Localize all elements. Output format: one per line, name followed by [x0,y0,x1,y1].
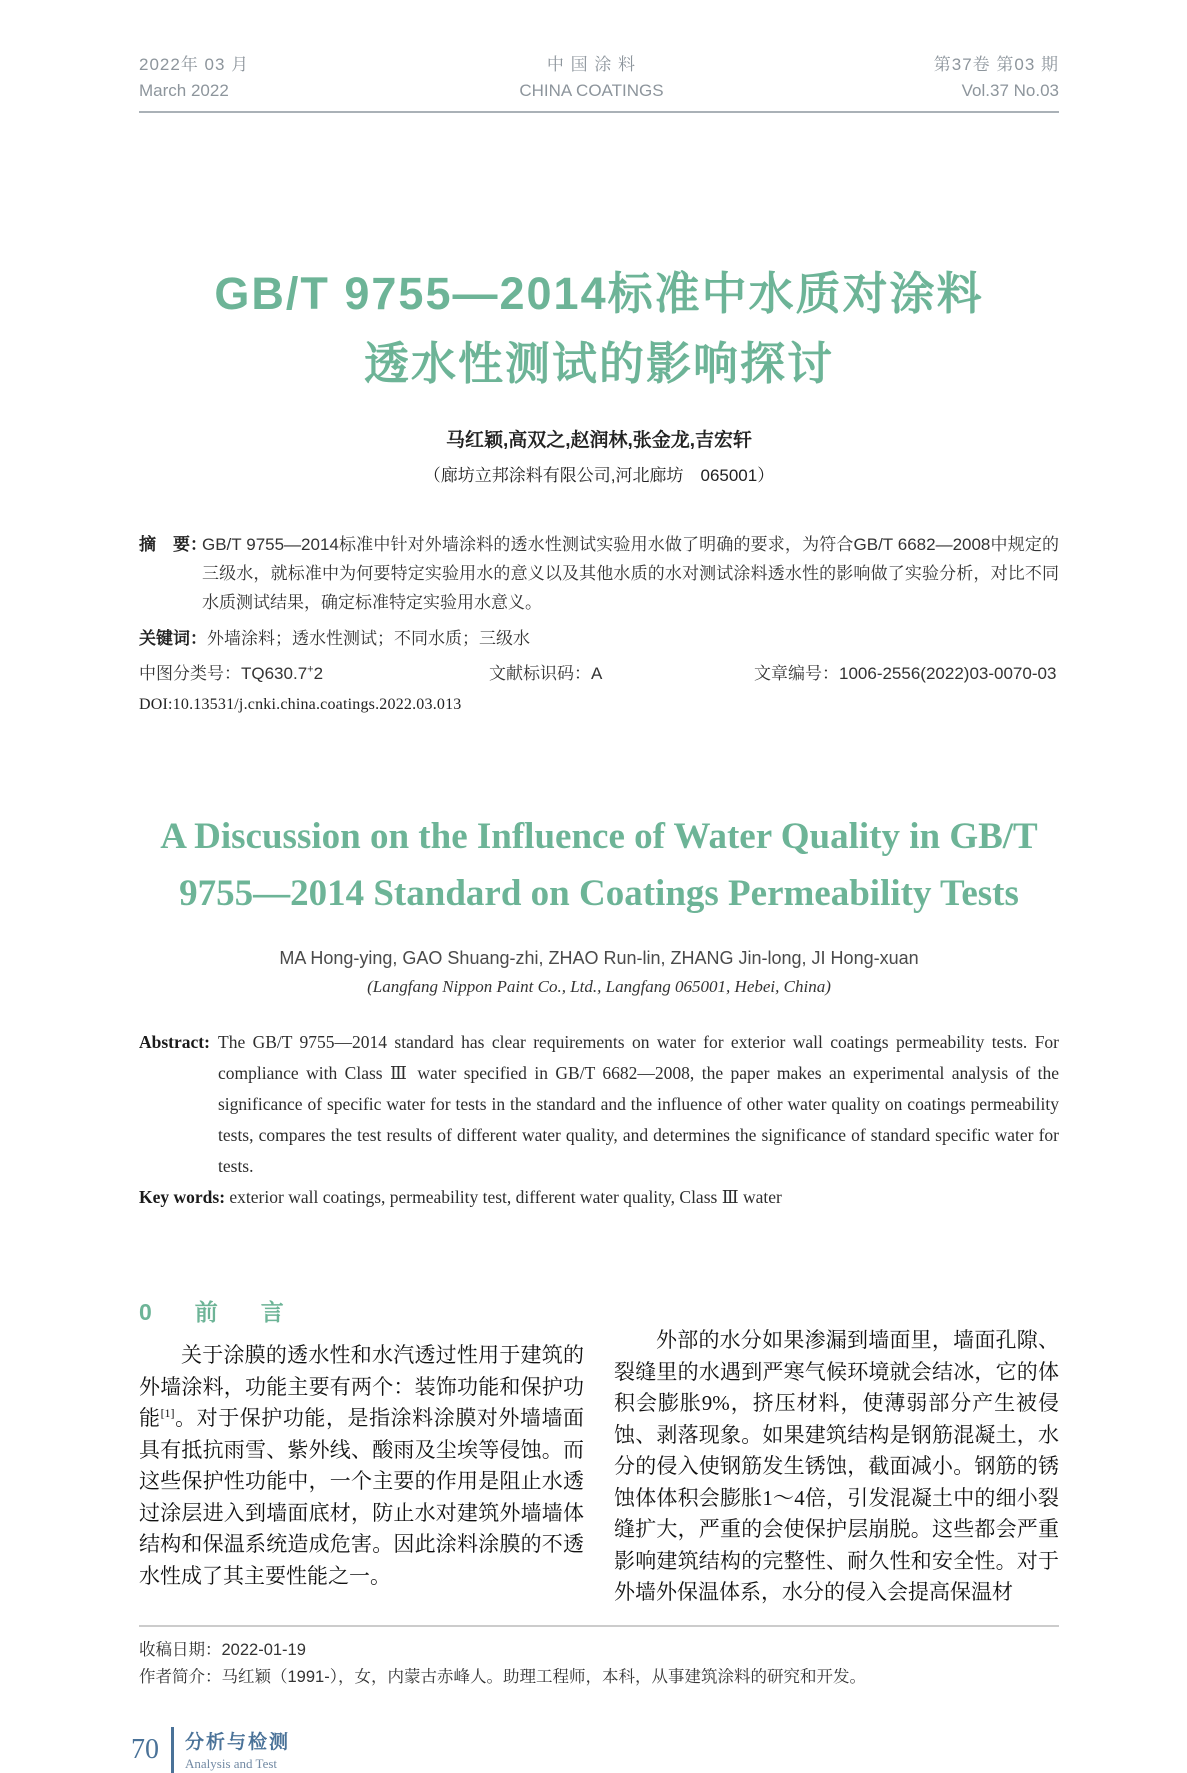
page-footer [131,1727,1059,1773]
authors-cn: 马红颖,高双之,赵润林,张金龙,吉宏轩 [445,430,753,451]
article-id-value: 1006-2556(2022)03-0070-03 [839,664,1057,683]
intro-left-text-2: 。对于保护功能，是指涂料涂膜对外墙墙面具有抵抗雨雪、紫外线、酸雨及尘埃等侵蚀。而这些保护性功能中，一个主要的作用是阻止水透过涂层进入到墙面底材，防止水对建筑外墙墙体结构和保温系统造成危害。因此涂料涂膜的不透水性成了其主要性能之一。 [139,1406,585,1588]
body-columns [139,1294,1059,1609]
page-number: 70 [131,1733,159,1765]
header-issue [934,52,1059,104]
authors-en: MA Hong-ying, GAO Shuang-zhi, ZHAO Run-lin, ZHANG Jin-long, JI Hong-xuan [279,948,919,968]
footnote-received-date: 2022-01-19 [221,1640,306,1659]
keywords-cn [139,624,1059,649]
footnote-block [139,1625,1059,1691]
article-title-en-line1: A Discussion on the Influence of Water Quality in GB/T [160,816,1038,857]
footer-section [185,1727,290,1772]
document-code [489,659,754,684]
document-code-value: A [591,664,603,683]
abstract-en-label: Abstract: [139,1032,210,1052]
header-journal-cn: 中 国 涂 料 [546,55,637,74]
body-column-right [614,1294,1059,1609]
abstract-cn-label: 摘 要： [139,535,207,554]
article-id [754,659,1056,684]
header-journal-en: CHINA COATINGS [519,81,664,100]
abstract-cn [139,530,1059,617]
body-column-left [139,1294,584,1609]
keywords-en-label: Key words: [139,1187,226,1207]
header-issue-en: Vol.37 No.03 [961,81,1059,100]
header-date-en: March 2022 [139,81,229,100]
abstract-en [139,1027,1059,1182]
classification-row [139,659,1059,684]
intro-paragraph-left [139,1340,584,1592]
clc-value: TQ630.7 [241,664,308,683]
footnote-received [139,1637,1059,1664]
keywords-cn-label: 关键词： [139,629,207,648]
header-journal-name [519,52,663,104]
journal-header [139,52,1059,113]
intro-left-text-1: 关于涂膜的透水性和水汽透过性用于建筑的外墙涂料，功能主要有两个：装饰功能和保护功能 [139,1343,584,1430]
affiliation-en: (Langfang Nippon Paint Co., Ltd., Langfang 065001, Hebei, China) [367,977,831,996]
article-title-cn-line1: GB/T 9755—2014标准中水质对涂料 [214,268,984,319]
article-title-cn [139,259,1059,399]
abstract-cn-text: GB/T 9755—2014标准中针对外墙涂料的透水性测试实验用水做了明确的要求，为符合GB/T 6682—2008中规定的三级水，就标准中为何要特定实验用水的意义以及其他水质的水对测试涂料透水性的影响做了实验分析，对比不同水质测试结果，确定标准特定实验用水意义。 [202,535,1059,612]
footer-section-cn: 分析与检测 [185,1732,291,1753]
keywords-cn-text: 外墙涂料；透水性测试；不同水质；三级水 [207,629,530,648]
keywords-en [139,1187,1059,1208]
keywords-en-text: exterior wall coatings, permeability test, different water quality, Class Ⅲ water [229,1187,782,1207]
article-title-cn-line2: 透水性测试的影响探讨 [363,338,834,389]
clc-label: 中图分类号： [139,664,241,683]
article-title-en-line2: 9755—2014 Standard on Coatings Permeability Tests [179,873,1019,914]
footnote-received-label: 收稿日期： [139,1640,222,1659]
intro-paragraph-right: 外部的水分如果渗漏到墙面里，墙面孔隙、裂缝里的水遇到严寒气候环境就会结冰，它的体积会膨胀9%，挤压材料，使薄弱部分产生被侵蚀、剥落现象。如果建筑结构是钢筋混凝土，水分的侵入使钢筋发生锈蚀，截面减小。钢筋的锈蚀体体积会膨胀1～4倍，引发混凝土中的细小裂缝扩大，严重的会使保护层崩脱。这些都会严重影响建筑结构的完整性、耐久性和安全性。对于外墙外保温体系，水分的侵入会提高保温材 [614,1328,1059,1604]
document-code-label: 文献标识码： [489,664,591,683]
header-date-cn: 2022年 03 月 [139,55,250,74]
clc-number [139,659,489,684]
article-title-en [139,808,1059,922]
article-id-label: 文章编号： [754,664,839,683]
clc-tail: 2 [313,664,324,683]
section-heading: 0 前 言 [139,1299,294,1325]
footnote-bio [139,1664,1059,1691]
abstract-en-text: The GB/T 9755—2014 standard has clear requirements on water for exterior wall coatings permeability tests. For compliance with Class Ⅲ water specified in GB/T 6682—2008, the paper makes an experimental analysis of the significance of specific water for tests in the standard and the influence of other water quality on coatings permeability tests, compares the test results of different water quality, and determines the significance of standard specific water for tests. [218,1032,1059,1176]
doi: DOI:10.13531/j.cnki.china.coatings.2022.03.013 [139,696,462,713]
header-issue-cn: 第37卷 第03 期 [933,55,1059,74]
footnote-bio-label: 作者简介： [139,1667,222,1686]
citation-ref-1: [1] [160,1406,175,1420]
footer-divider-bar [171,1727,174,1773]
footnote-bio-text: 马红颖（1991-），女，内蒙古赤峰人。助理工程师，本科，从事建筑涂料的研究和开发。 [221,1667,866,1686]
affiliation-cn: （廊坊立邦涂料有限公司,河北廊坊 065001） [423,466,775,485]
header-date [139,52,249,104]
footer-section-en: Analysis and Test [185,1756,278,1771]
clc-superscript: + [307,663,314,676]
